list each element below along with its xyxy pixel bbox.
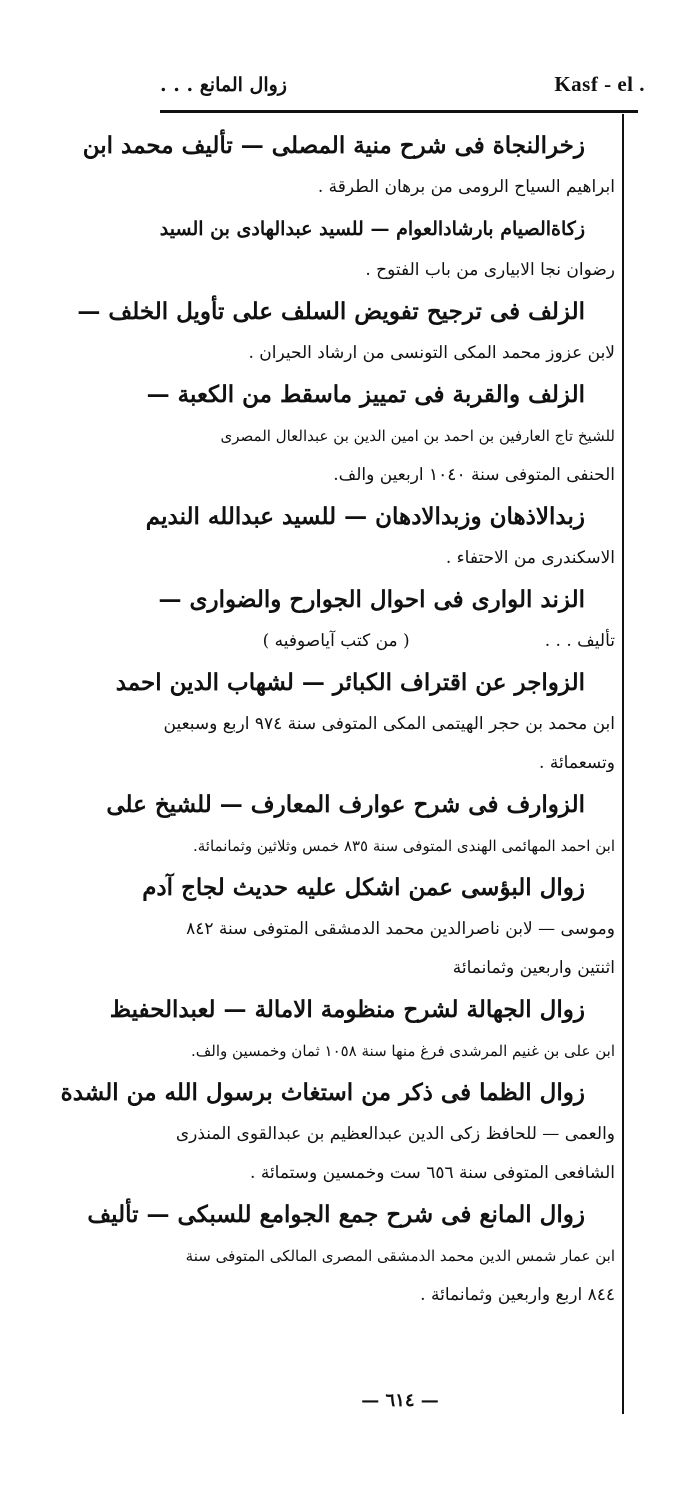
entry-title-line: زوال الجهالة لشرح منظومة الامالة — لعبدالحفيظ [109, 996, 585, 1023]
entry-line: ابن عمار شمس الدين محمد الدمشقى المصرى المالكى المتوفى سنة [185, 1247, 615, 1265]
entry-line: الحنفى المتوفى سنة ١٠٤٠ اربعين والف. [333, 465, 615, 485]
entry-line: ابن على بن غنيم المرشدى فرغ منها سنة ١٠٥٨ ثمان وخمسين والف. [190, 1042, 615, 1060]
entry-line: وموسى — لابن ناصرالدين محمد الدمشقى المتوفى سنة ٨٤٢ [186, 919, 615, 939]
entries-list [60, 124, 615, 1315]
entry-line: للشيخ تاج العارفين بن احمد بن امين الدين بن عبدالعال المصرى [220, 427, 615, 445]
entry [82, 124, 615, 207]
entry-line: والعمى — للحافظ زكى الدين عبدالعظيم بن عبدالقوى المنذرى [175, 1124, 615, 1144]
entry-line: اثنتين واربعين وثمانمائة [452, 958, 615, 978]
entry [106, 783, 615, 866]
header-rule [160, 110, 638, 113]
entry-title-line: الزوارف فى شرح عوارف المعارف — للشيخ على [106, 791, 585, 818]
entry-title-line: زوال البؤسى عمن اشكل عليه حديث لجاج آدم [142, 874, 585, 901]
entry-line: ابن محمد بن حجر الهيتمى المكى المتوفى سنة ٩٧٤ اربع وسبعين [163, 714, 615, 734]
entry-title-line: الزلف فى ترجيح تفويض السلف على تأويل الخلف — [77, 298, 585, 325]
entry [115, 661, 615, 783]
running-header-book: Kasf - el . [554, 72, 645, 96]
entry [146, 373, 615, 495]
entry [77, 290, 615, 373]
entry-line: لابن عزوز محمد المكى التونسى من ارشاد الحيران . [248, 343, 615, 363]
entry [60, 1071, 615, 1193]
entry-line: وتسعمائة . [539, 753, 615, 773]
entry-line: ابن احمد المهائمى الهندى المتوفى سنة ٨٣٥ خمس وثلاثين وثمانمائة. [193, 837, 615, 855]
entry [160, 578, 615, 661]
entry [87, 1193, 615, 1315]
entry-line: الاسكندرى من الاحتفاء . [445, 548, 615, 568]
entry-line: الشافعى المتوفى سنة ٦٥٦ ست وخمسين وستمائة . [250, 1163, 615, 1183]
entry [109, 988, 615, 1071]
entry-title-line: الزواجر عن اقتراف الكبائر — لشهاب الدين احمد [115, 669, 585, 696]
entry-title-line: الزلف والقربة فى تمييز ماسقط من الكعبة — [146, 381, 585, 408]
running-header [160, 70, 645, 104]
entry [142, 866, 615, 988]
entry-title-line: زكاةالصيام بارشادالعوام — للسيد عبدالهادى بن السيد [159, 218, 585, 240]
page-number: — ٦١٤ — [361, 1390, 439, 1411]
entry-title-line: الزند الوارى فى احوال الجوارح والضوارى — [158, 586, 585, 613]
entry-title-line: زخرالنجاة فى شرح منية المصلى — تأليف محمد ابن [82, 132, 585, 159]
entry-line: ابراهيم السياح الرومى من برهان الطرقة . [317, 177, 615, 197]
entry-title-line: زوال الظما فى ذكر من استغاث برسول الله من الشدة [60, 1079, 585, 1106]
entry-line: رضوان نجا الابيارى من باب الفتوح . [365, 260, 615, 280]
running-header-title: زوال المانع . . . [160, 74, 287, 96]
margin-rule [622, 114, 624, 1414]
entry-line: تأليف . . . ( من كتب آياصوفيه ) [262, 631, 615, 651]
entry [145, 495, 615, 578]
entry-line: ٨٤٤ اربع واربعين وثمانمائة . [420, 1285, 615, 1305]
entry [160, 207, 615, 290]
entry-title-line: زبدالاذهان وزبدالادهان — للسيد عبدالله النديم [145, 503, 585, 530]
entry-title-line: زوال المانع فى شرح جمع الجوامع للسبكى — تأليف [87, 1201, 585, 1228]
